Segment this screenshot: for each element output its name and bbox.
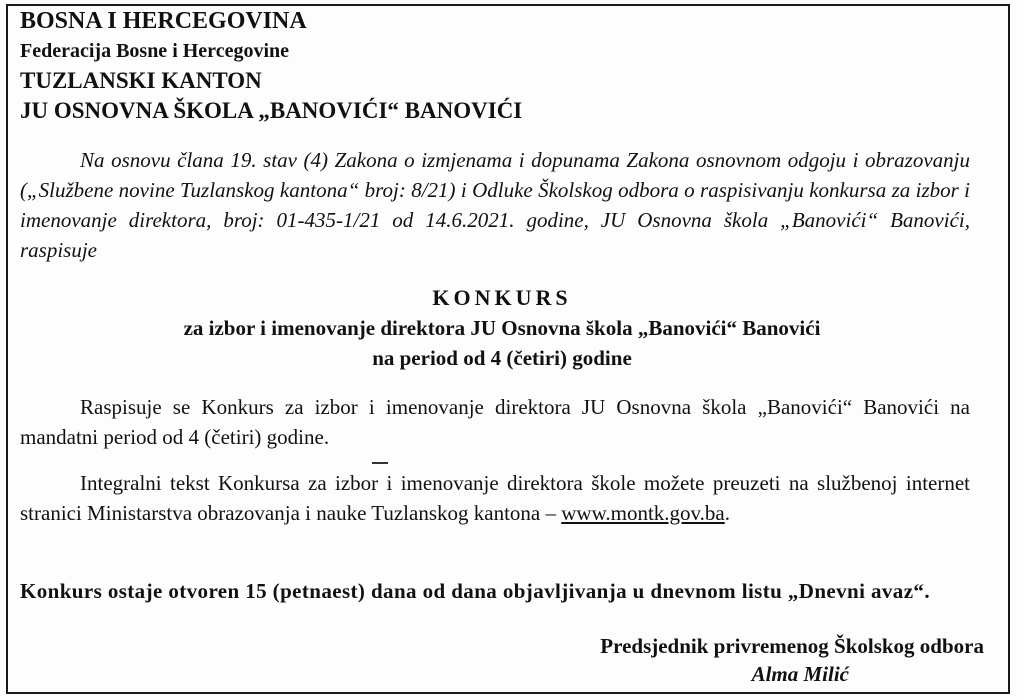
signature-block	[600, 632, 984, 688]
closing-text: Konkurs ostaje otvoren 15 (petnaest) dana od dana objavljivanja u dnevnom listu „Dnevni avaz“.	[20, 579, 930, 603]
signature-role: Predsjednik privremenog Školskog odbora	[600, 634, 984, 658]
stray-mark	[372, 462, 388, 464]
signature-name: Alma Milić	[751, 662, 849, 686]
ministry-website-link[interactable]: www.montk.gov.ba	[561, 501, 725, 525]
announcement-title	[0, 283, 1004, 373]
header-federation: Federacija Bosne i Hercegovine	[20, 40, 290, 62]
paragraph-1-text: Raspisuje se Konkurs za izbor i imenovanje direktora JU Osnovna škola „Banovići“ Banovići na mandatni period od 4 (četiri) godine.	[20, 395, 970, 449]
intro-text: Na osnovu člana 19. stav (4) Zakona o izmjenama i dopunama Zakona osnovnom odgoju i obrazovanju („Službene novine Tuzlanskog kantona“ broj: 8/21) i Odluke Školskog odbora o raspisivanju konkursa za izbor i imenovanje direktora, broj: 01-435-1/21 od 14.6.2021. godine, JU Osnovna škola „Banovići“ Banovići, raspisuje	[20, 148, 970, 262]
closing-paragraph	[20, 576, 970, 606]
paragraph-2-text: Integralni tekst Konkursa za izbor i imenovanje direktora škole možete preuzeti na službenoj internet stranici Ministarstva obrazovanja i nauke Tuzlanskog kantona –	[20, 471, 970, 525]
header-canton: TUZLANSKI KANTON	[20, 68, 262, 93]
header-school: JU OSNOVNA ŠKOLA „BANOVIĆI“ BANOVIĆI	[20, 98, 523, 123]
link-suffix: .	[724, 501, 730, 525]
title-heading: KONKURS	[432, 285, 572, 310]
body-paragraph-1	[20, 392, 970, 452]
title-subtitle-1: za izbor i imenovanje direktora JU Osnovna škola „Banovići“ Banovići	[183, 316, 821, 340]
document-header	[20, 6, 522, 126]
header-country: BOSNA I HERCEGOVINA	[20, 8, 307, 34]
title-subtitle-2: na period od 4 (četiri) godine	[372, 346, 632, 370]
body-paragraph-2	[20, 468, 970, 528]
intro-paragraph	[20, 145, 970, 265]
